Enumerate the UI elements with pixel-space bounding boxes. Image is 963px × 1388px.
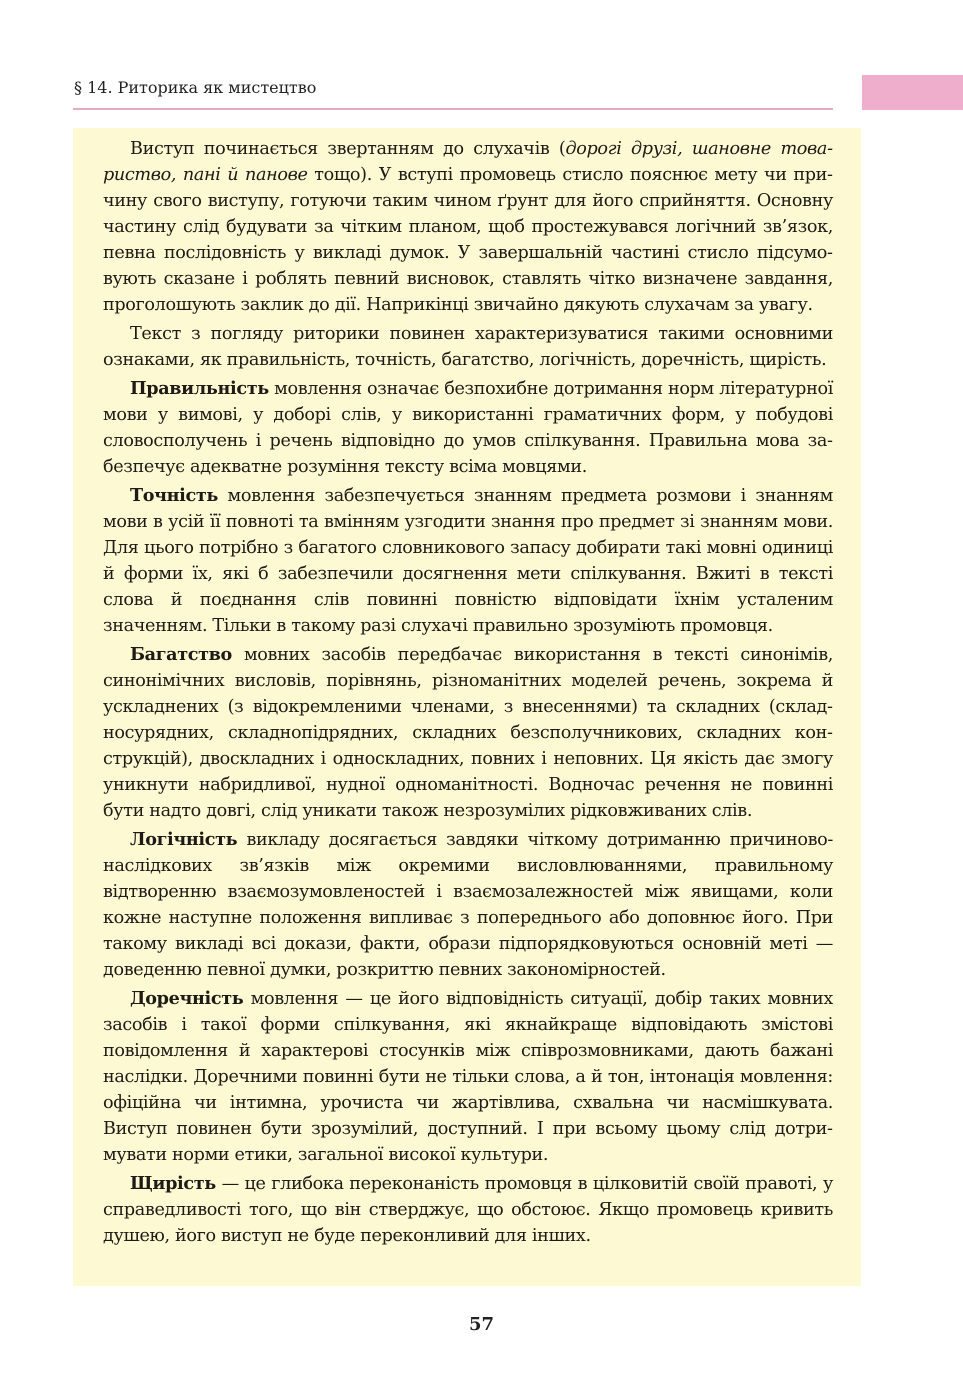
paragraph-features: [103, 321, 833, 373]
term-heading: Багатство: [130, 644, 232, 665]
italic-phrase: дорогі друзі, шановне товариство, пані й панове: [103, 139, 834, 185]
paragraph-text: Виступ починається звертанням до слухачів (: [130, 139, 566, 159]
term-heading: Щирість: [130, 1173, 216, 1194]
section-title: § 14. Риторика як мистецтво: [74, 78, 317, 97]
chapter-tab-marker: [862, 75, 963, 110]
paragraph-appropriateness: [103, 986, 833, 1168]
paragraph-text: тощо). У вступі промовець стисло пояснює мету чи причину свого виступу, готуючи таким чином ґрунт для його сприйняття. Основну частину слід будувати за чітким планом, щоб простежувався логічний зв’язок, певна послідовність у викладі думок. У завершальній частині стисло підсумовують сказане і роблять певний висновок, ставлять чітко визначене завдання, проголошують заклик до дії. Наприкінці звичайно дякують слухачам за увагу.: [103, 165, 833, 315]
paragraph-intro: [103, 136, 833, 318]
paragraph-richness: [103, 642, 833, 824]
term-heading: Доречність: [130, 988, 244, 1009]
header-divider: [73, 108, 833, 110]
paragraph-correctness: [103, 376, 833, 480]
paragraph-text: мовлення забезпечується знанням предмета розмови і знанням мови в усій її повноті та вмінням узгодити знання про предмет зі знанням мови. Для цього потрібно з багатого словникового запасу добирати такі мовні одиниці й форми їх, які б забезпечили досягнення мети спілкування. Вжиті в тексті слова й поєднання слів повинні повністю відповідати їхнім усталеним значенням. Тільки в такому разі слухачі правильно зрозуміють промовця.: [103, 486, 833, 636]
paragraph-accuracy: [103, 483, 833, 639]
paragraph-sincerity: [103, 1171, 833, 1249]
term-heading: Логічність: [130, 829, 238, 850]
paragraph-text: Текст з погляду риторики повинен характеризуватися такими основними ознаками, як правильність, точність, багатство, логічність, доречність, щирість.: [103, 324, 833, 370]
paragraph-text: мовлення — це його відповідність ситуації, добір таких мовних засобів і такої форми спілкування, які якнайкраще відповідають змістові повідомлення й характерові стосунків між співрозмовниками, дають бажані наслідки. Доречними повинні бути не тільки слова, а й тон, інтонація мовлення: офіційна чи інтимна, урочиста чи жартівлива, схвальна чи насмішкувата. Виступ повинен бути зрозумілий, доступний. І при всьому цьому слід дотримувати норми етики, загальної високої культури.: [103, 989, 833, 1165]
page-number: 57: [468, 1314, 495, 1335]
paragraph-text: — це глибока переконаність промовця в цілковитій своїй правоті, у справедливості того, що він стверджує, що обстоює. Якщо промовець кривить душею, його виступ не буде переконливий для інших.: [103, 1174, 833, 1246]
paragraph-text: викладу досягається завдяки чіткому дотриманню причиново-наслідкових зв’язків між окремими висловлюваннями, правильному відтворенню взаємозумовленостей і взаємозалежностей між явищами, коли кожне наступне положення випливає з попереднього або доповнює його. При такому викладі всі докази, факти, образи підпорядковуються основній меті — доведенню певної думки, розкриттю певних закономірностей.: [103, 830, 833, 980]
paragraph-text: мовлення означає безпохибне дотримання норм літературної мови у вимові, у доборі слів, у використанні граматичних форм, у побудові словосполучень і речень відповідно до умов спілкування. Правильна мова забезпечує адекватне розуміння тексту всіма мовцями.: [103, 379, 833, 477]
paragraph-logic: [103, 827, 833, 983]
paragraph-text: мовних засобів передбачає використання в тексті синонімів, синонімічних висловів, порівнянь, різноманітних моделей речень, зокрема й ускладнених (з відокремленими членами, з внесеннями) та складних (складносурядних, складнопідрядних, складних безсполучникових, складних конструкцій), двоскладних і односкладних, повних і неповних. Ця якість дає змогу уникнути набридливої, нудної одноманітності. Водночас речення не повинні бути надто довгі, слід уникати також незрозумілих рідковживаних слів.: [103, 645, 833, 821]
term-heading: Точність: [130, 485, 219, 506]
body-text: [103, 136, 833, 1252]
term-heading: Правильність: [130, 378, 269, 399]
